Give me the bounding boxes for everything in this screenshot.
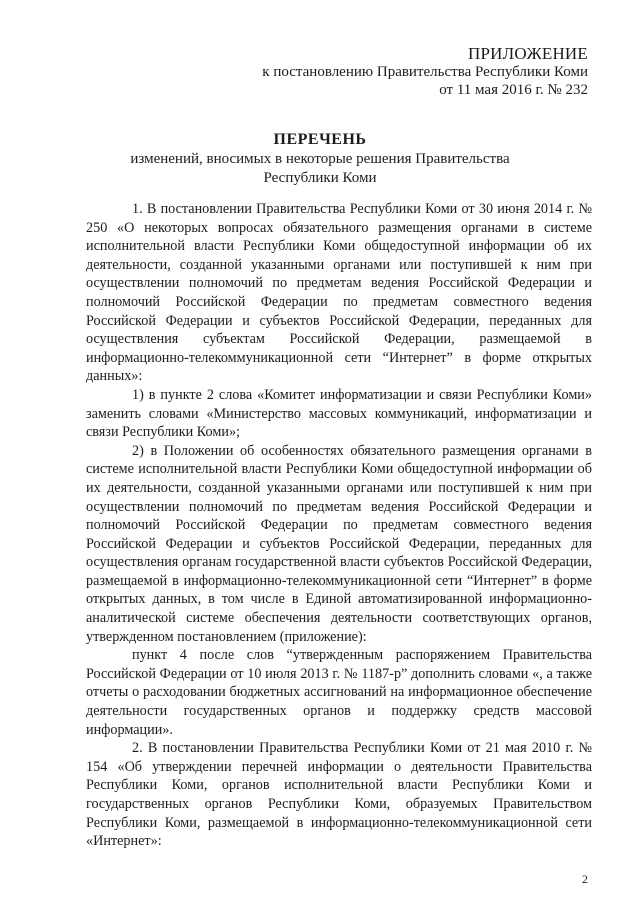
- paragraph-1-item-2: 2) в Положении об особенностях обязательного размещения органами в системе исполнительной власти Республики Коми общедоступной информации об их деятельности, созданной указанными органами или поступившей к ним при осуществлении полномочий по предметам ведения Российской Федерации и полномочий Российской Федерации по предметам совместного ведения Российской Федерации и субъектов Российской Федерации, переданных для осуществления органам государственной власти субъектов Российской Федерации, размещаемой в информационно-телекоммуникационной сети “Интернет” в форме открытых данных, в том числе в Единой автоматизированной информационно-аналитической системе обеспечения деятельности соответствующих органов, утвержденном постановлением (приложение):: [86, 442, 592, 645]
- title-block: [60, 130, 580, 188]
- appendix-date-line: от 11 мая 2016 г. № 232: [439, 82, 588, 98]
- paragraph-1-item-2-detail: пункт 4 после слов “утвержденным распоряжением Правительства Российской Федерации от 10 июля 2013 г. № 1187-р” дополнить словами «, а также отчеты о расходовании бюджетных ассигнований на информационное обеспечение деятельности государственных органов и поддержку средств массовой информации».: [86, 647, 592, 738]
- appendix-decree-line: к постановлению Правительства Республики Коми: [262, 64, 588, 80]
- document-subtitle-line2: Республики Коми: [263, 170, 377, 186]
- document-body: [86, 200, 592, 851]
- document-title: ПЕРЕЧЕНЬ: [273, 131, 367, 148]
- appendix-heading: ПРИЛОЖЕНИЕ: [468, 44, 588, 63]
- page-number: 2: [582, 872, 588, 886]
- appendix-header: [262, 44, 588, 99]
- document-subtitle-line1: изменений, вносимых в некоторые решения Правительства: [130, 151, 510, 167]
- paragraph-1: 1. В постановлении Правительства Республики Коми от 30 июня 2014 г. № 250 «О некоторых вопросах обязательного размещения органами в системе исполнительной власти Республики Коми общедоступной информации об их деятельности, созданной указанными органами или поступившей к ним при осуществлении полномочий по предметам ведения Российской Федерации и полномочий Российской Федерации по предметам совместного ведения Российской Федерации и субъектов Российской Федерации, переданных для осуществления субъектам Российской Федерации, размещаемой в информационно-телекоммуникационной сети “Интернет” в форме открытых данных»:: [86, 201, 592, 385]
- paragraph-2: 2. В постановлении Правительства Республики Коми от 21 мая 2010 г. № 154 «Об утверждении перечней информации о деятельности Правительства Республики Коми, органов исполнительной власти Республики Коми и государственных органов Республики Коми, образуемых Правительством Республики Коми, размещаемой в информационно-телекоммуникационной сети «Интернет»:: [86, 740, 592, 850]
- paragraph-1-item-1: 1) в пункте 2 слова «Комитет информатизации и связи Республики Коми» заменить словами «Министерство массовых коммуникаций, информатизации и связи Республики Коми»;: [86, 386, 592, 441]
